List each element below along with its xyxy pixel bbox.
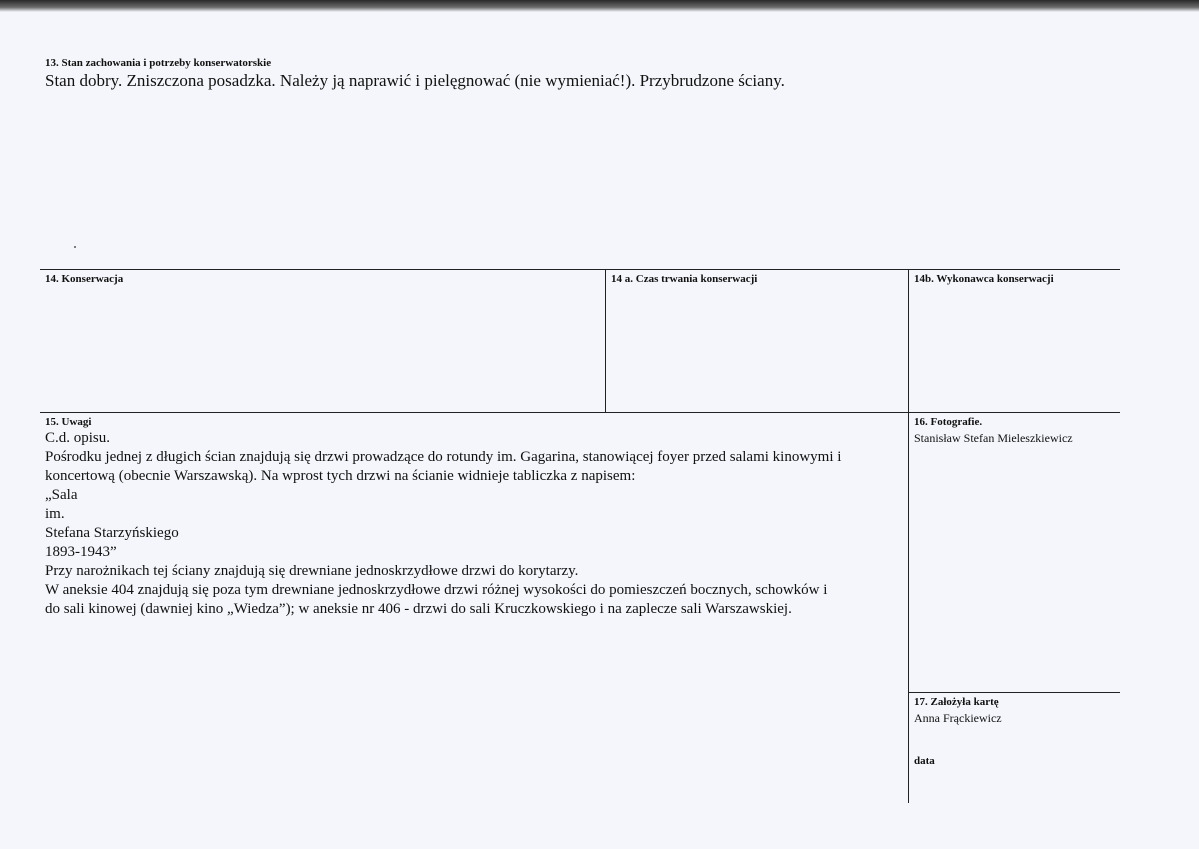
section-13-text: Stan dobry. Zniszczona posadzka. Należy ją naprawić i pielęgnować (nie wymieniać!). Przybrudzone ściany. bbox=[45, 71, 785, 90]
remarks-line: koncertową (obecnie Warszawską). Na wprost tych drzwi na ścianie widnieje tabliczka z napisem: bbox=[45, 468, 636, 484]
section-13-label: 13. Stan zachowania i potrzeby konserwatorskie bbox=[45, 57, 272, 69]
remarks-line: „Sala bbox=[45, 487, 78, 503]
remarks-line: W aneksie 404 znajdują się poza tym drewniane jednoskrzydłowe drzwi różnej wysokości do pomieszczeń bocznych, schowków i bbox=[45, 582, 828, 598]
date-label: data bbox=[914, 755, 935, 767]
section-15-label: 15. Uwagi bbox=[45, 416, 92, 428]
column-divider-right bbox=[908, 269, 909, 803]
remarks-line: do sali kinowej (dawniej kino „Wiedza”); w aneksie nr 406 - drzwi do sali Kruczkowskiego i na zaplecze sali Warszawskiej. bbox=[45, 601, 792, 617]
section-16-label: 16. Fotografie. bbox=[914, 416, 983, 428]
remarks-line: C.d. opisu. bbox=[45, 430, 111, 446]
table-top-border bbox=[40, 269, 1120, 270]
section-17-label: 17. Założyła kartę bbox=[914, 696, 999, 708]
section-14a-label: 14 a. Czas trwania konserwacji bbox=[611, 273, 758, 285]
remarks-line: Stefana Starzyńskiego bbox=[45, 525, 179, 541]
scan-speck bbox=[74, 246, 76, 248]
remarks-line: 1893-1943” bbox=[45, 544, 117, 560]
remarks-line: Pośrodku jednej z długich ścian znajdują się drzwi prowadzące do rotundy im. Gagarina, stanowiącej foyer przed salami kinowymi i bbox=[45, 449, 842, 465]
column-divider-14a bbox=[605, 269, 606, 412]
card-author-name: Anna Frąckiewicz bbox=[914, 711, 1002, 725]
photographer-name: Stanisław Stefan Mieleszkiewicz bbox=[914, 431, 1073, 445]
remarks-line: Przy narożnikach tej ściany znajdują się drewniane jednoskrzydłowe drzwi do korytarzy. bbox=[45, 563, 579, 579]
row-divider-15 bbox=[40, 412, 1120, 413]
scan-top-edge bbox=[0, 0, 1199, 12]
section-15-remarks bbox=[45, 429, 841, 619]
row-divider-17 bbox=[908, 692, 1120, 693]
section-14-label: 14. Konserwacja bbox=[45, 273, 124, 285]
remarks-line: im. bbox=[45, 506, 65, 522]
section-14b-label: 14b. Wykonawca konserwacji bbox=[914, 273, 1054, 285]
